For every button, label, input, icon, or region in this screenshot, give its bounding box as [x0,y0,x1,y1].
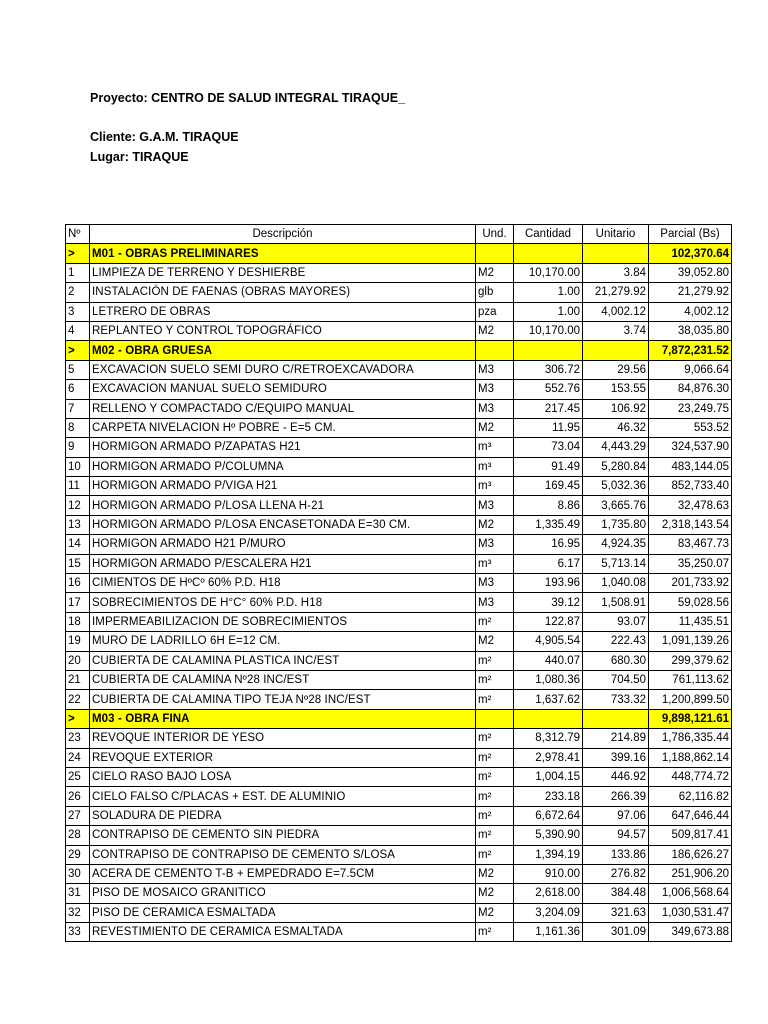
row-unit-price: 266.39 [583,787,649,806]
row-quantity: 39.12 [514,593,583,612]
row-quantity: 1,335.49 [514,515,583,534]
row-quantity: 1,394.19 [514,845,583,864]
row-quantity: 8.86 [514,496,583,515]
row-number: 23 [66,729,90,748]
row-unit: M3 [476,593,514,612]
table-row [66,612,732,631]
row-partial: 201,733.92 [649,574,732,593]
row-number: 15 [66,554,90,573]
module-row [66,341,732,360]
row-partial: 59,028.56 [649,593,732,612]
row-partial: 1,006,568.64 [649,884,732,903]
row-number: > [66,244,90,263]
row-unit-price: 680.30 [583,651,649,670]
row-description: M02 - OBRA GRUESA [90,341,476,360]
row-partial: 1,030,531.47 [649,903,732,922]
row-unit: pza [476,302,514,321]
row-number: 19 [66,632,90,651]
row-unit-price: 3.74 [583,321,649,340]
row-description: REPLANTEO Y CONTROL TOPOGRÁFICO [90,321,476,340]
row-description: CONTRAPISO DE CONTRAPISO DE CEMENTO S/LOSA [90,845,476,864]
row-partial: 2,318,143.54 [649,515,732,534]
row-unit: m³ [476,477,514,496]
row-number: 29 [66,845,90,864]
row-description: REVOQUE EXTERIOR [90,748,476,767]
row-description: CIELO FALSO C/PLACAS + EST. DE ALUMINIO [90,787,476,806]
row-description: SOLADURA DE PIEDRA [90,806,476,825]
row-unit: m² [476,923,514,942]
row-unit-price: 93.07 [583,612,649,631]
row-unit-price [583,341,649,360]
row-quantity: 91.49 [514,457,583,476]
table-row [66,748,732,767]
table-row [66,864,732,883]
row-quantity: 10,170.00 [514,263,583,282]
row-quantity: 11.95 [514,418,583,437]
row-unit-price: 399.16 [583,748,649,767]
row-partial: 852,733.40 [649,477,732,496]
row-quantity: 233.18 [514,787,583,806]
table-row [66,787,732,806]
row-quantity: 3,204.09 [514,903,583,922]
row-number: 11 [66,477,90,496]
row-unit-price: 704.50 [583,670,649,689]
row-quantity: 10,170.00 [514,321,583,340]
row-number: 12 [66,496,90,515]
row-unit-price: 106.92 [583,399,649,418]
row-partial: 483,144.05 [649,457,732,476]
row-quantity: 4,905.54 [514,632,583,651]
row-partial: 448,774.72 [649,767,732,786]
row-description: HORMIGON ARMADO P/ZAPATAS H21 [90,438,476,457]
row-description: CONTRAPISO DE CEMENTO SIN PIEDRA [90,826,476,845]
row-description: CUBIERTA DE CALAMINA Nº28 INC/EST [90,670,476,689]
row-description: M01 - OBRAS PRELIMINARES [90,244,476,263]
table-body [66,244,732,942]
row-unit: m³ [476,554,514,573]
row-unit: m² [476,690,514,709]
row-unit: M2 [476,263,514,282]
table-row [66,593,732,612]
row-description: HORMIGON ARMADO P/COLUMNA [90,457,476,476]
row-number: 32 [66,903,90,922]
row-unit-price: 97.06 [583,806,649,825]
table-row [66,826,732,845]
row-unit [476,709,514,728]
row-description: REVOQUE INTERIOR DE YESO [90,729,476,748]
table-row [66,884,732,903]
row-number: 3 [66,302,90,321]
row-partial: 647,646.44 [649,806,732,825]
row-unit-price [583,709,649,728]
row-description: SOBRECIMIENTOS DE H°C° 60% P.D. H18 [90,593,476,612]
row-partial: 32,478.63 [649,496,732,515]
client-label: Cliente: G.A.M. TIRAQUE [90,130,239,144]
row-unit-price: 4,002.12 [583,302,649,321]
row-description: CIELO RASO BAJO LOSA [90,767,476,786]
row-number: 16 [66,574,90,593]
row-quantity: 2,978.41 [514,748,583,767]
row-description: LIMPIEZA DE TERRENO Y DESHIERBE [90,263,476,282]
row-unit-price: 222.43 [583,632,649,651]
row-quantity: 73.04 [514,438,583,457]
row-unit: m² [476,845,514,864]
row-number: 9 [66,438,90,457]
row-unit-price: 94.57 [583,826,649,845]
row-description: M03 - OBRA FINA [90,709,476,728]
row-unit: M2 [476,884,514,903]
row-unit: m³ [476,457,514,476]
table-row [66,477,732,496]
row-partial: 35,250.07 [649,554,732,573]
row-partial: 102,370.64 [649,244,732,263]
col-header-parcial: Parcial (Bs) [649,225,732,244]
row-partial: 7,872,231.52 [649,341,732,360]
row-number: 18 [66,612,90,631]
row-partial: 1,091,139.26 [649,632,732,651]
row-number: 6 [66,380,90,399]
table-header-row [66,225,732,244]
row-unit-price: 153.55 [583,380,649,399]
table-row [66,632,732,651]
col-header-cantidad: Cantidad [514,225,583,244]
row-number: 4 [66,321,90,340]
row-unit: M2 [476,632,514,651]
row-quantity: 6,672.64 [514,806,583,825]
col-header-no: Nº [66,225,90,244]
row-unit: m² [476,670,514,689]
row-quantity: 193.96 [514,574,583,593]
row-quantity: 1.00 [514,302,583,321]
row-partial: 1,200,899.50 [649,690,732,709]
row-unit: M3 [476,380,514,399]
row-description: IMPERMEABILIZACION DE SOBRECIMIENTOS [90,612,476,631]
row-description: HORMIGON ARMADO P/LOSA ENCASETONADA E=30 CM. [90,515,476,534]
row-partial: 11,435.51 [649,612,732,631]
row-partial: 62,116.82 [649,787,732,806]
row-partial: 38,035.80 [649,321,732,340]
row-unit-price: 3.84 [583,263,649,282]
row-quantity: 1,161.36 [514,923,583,942]
row-number: 1 [66,263,90,282]
row-description: HORMIGON ARMADO H21 P/MURO [90,535,476,554]
row-partial: 4,002.12 [649,302,732,321]
table-row [66,457,732,476]
row-description: HORMIGON ARMADO P/LOSA LLENA H-21 [90,496,476,515]
row-unit: M2 [476,903,514,922]
row-unit: M3 [476,535,514,554]
row-unit: m² [476,826,514,845]
table-row [66,767,732,786]
row-unit: glb [476,283,514,302]
row-unit-price: 321.63 [583,903,649,922]
row-unit-price: 5,280.84 [583,457,649,476]
row-unit: M2 [476,864,514,883]
row-description: PISO DE CERAMICA ESMALTADA [90,903,476,922]
row-unit: m² [476,806,514,825]
row-description: PISO DE MOSAICO GRANITICO [90,884,476,903]
row-quantity: 1,080.36 [514,670,583,689]
row-quantity: 552.76 [514,380,583,399]
row-unit [476,341,514,360]
row-unit-price: 301.09 [583,923,649,942]
table-row [66,651,732,670]
row-quantity [514,709,583,728]
row-partial: 23,249.75 [649,399,732,418]
row-unit: m² [476,748,514,767]
row-unit: M3 [476,360,514,379]
row-partial: 83,467.73 [649,535,732,554]
location-label: Lugar: TIRAQUE [90,150,189,164]
row-quantity: 440.07 [514,651,583,670]
row-quantity: 16.95 [514,535,583,554]
row-unit-price: 46.32 [583,418,649,437]
row-description: CIMIENTOS DE HºCº 60% P.D. H18 [90,574,476,593]
row-unit-price: 5,713.14 [583,554,649,573]
row-unit-price: 133.86 [583,845,649,864]
row-unit: M2 [476,418,514,437]
row-unit-price: 5,032.36 [583,477,649,496]
table-row [66,554,732,573]
row-unit-price: 29.56 [583,360,649,379]
table-row [66,438,732,457]
row-description: INSTALACIÓN DE FAENAS (OBRAS MAYORES) [90,283,476,302]
row-description: MURO DE LADRILLO 6H E=12 CM. [90,632,476,651]
row-unit-price: 733.32 [583,690,649,709]
col-header-unitario: Unitario [583,225,649,244]
table-row [66,729,732,748]
row-description: RELLENO Y COMPACTADO C/EQUIPO MANUAL [90,399,476,418]
table-row [66,496,732,515]
col-header-und: Und. [476,225,514,244]
row-number: 13 [66,515,90,534]
row-number: 25 [66,767,90,786]
row-quantity: 217.45 [514,399,583,418]
row-unit-price: 1,040.08 [583,574,649,593]
row-number: 17 [66,593,90,612]
row-quantity: 122.87 [514,612,583,631]
row-partial: 9,898,121.61 [649,709,732,728]
row-unit: M3 [476,399,514,418]
table-row [66,670,732,689]
table-row [66,263,732,282]
table-row [66,283,732,302]
table-row [66,845,732,864]
module-row [66,244,732,263]
row-number: 21 [66,670,90,689]
row-description: CARPETA NIVELACION Hº POBRE - E=5 CM. [90,418,476,437]
row-quantity: 8,312.79 [514,729,583,748]
row-number: 20 [66,651,90,670]
row-unit-price: 4,443.29 [583,438,649,457]
table-row [66,399,732,418]
budget-table [65,224,732,942]
row-quantity: 306.72 [514,360,583,379]
row-quantity [514,341,583,360]
table-row [66,574,732,593]
row-number: > [66,341,90,360]
row-unit: m² [476,729,514,748]
row-partial: 186,626.27 [649,845,732,864]
row-unit: m² [476,787,514,806]
table-row [66,380,732,399]
row-description: CUBIERTA DE CALAMINA TIPO TEJA Nº28 INC/EST [90,690,476,709]
row-unit-price: 1,735.80 [583,515,649,534]
row-description: EXCAVACION MANUAL SUELO SEMIDURO [90,380,476,399]
row-unit-price: 446.92 [583,767,649,786]
row-partial: 84,876.30 [649,380,732,399]
row-number: > [66,709,90,728]
col-header-descripcion: Descripción [90,225,476,244]
row-quantity: 6.17 [514,554,583,573]
row-unit: m² [476,651,514,670]
row-number: 33 [66,923,90,942]
row-partial: 21,279.92 [649,283,732,302]
row-number: 27 [66,806,90,825]
row-unit-price: 4,924.35 [583,535,649,554]
table-row [66,515,732,534]
row-description: LETRERO DE OBRAS [90,302,476,321]
row-number: 31 [66,884,90,903]
row-number: 8 [66,418,90,437]
row-unit-price: 1,508.91 [583,593,649,612]
row-partial: 299,379.62 [649,651,732,670]
row-number: 30 [66,864,90,883]
row-number: 26 [66,787,90,806]
row-number: 2 [66,283,90,302]
table-row [66,302,732,321]
table-row [66,806,732,825]
row-partial: 251,906.20 [649,864,732,883]
row-description: ACERA DE CEMENTO T-B + EMPEDRADO E=7.5CM [90,864,476,883]
row-partial: 509,817.41 [649,826,732,845]
row-quantity [514,244,583,263]
row-partial: 9,066.64 [649,360,732,379]
row-quantity: 169.45 [514,477,583,496]
row-quantity: 1.00 [514,283,583,302]
row-unit: m² [476,612,514,631]
table-row [66,903,732,922]
table-row [66,418,732,437]
row-number: 24 [66,748,90,767]
row-unit-price [583,244,649,263]
row-quantity: 910.00 [514,864,583,883]
row-partial: 761,113.62 [649,670,732,689]
row-partial: 553.52 [649,418,732,437]
table-row [66,321,732,340]
row-number: 28 [66,826,90,845]
row-unit: M3 [476,574,514,593]
row-number: 10 [66,457,90,476]
row-description: REVESTIMIENTO DE CERAMICA ESMALTADA [90,923,476,942]
row-description: HORMIGON ARMADO P/ESCALERA H21 [90,554,476,573]
row-unit-price: 384.48 [583,884,649,903]
module-row [66,709,732,728]
row-description: CUBIERTA DE CALAMINA PLASTICA INC/EST [90,651,476,670]
row-quantity: 5,390.90 [514,826,583,845]
row-number: 14 [66,535,90,554]
row-unit-price: 21,279.92 [583,283,649,302]
row-partial: 324,537.90 [649,438,732,457]
row-unit-price: 3,665.76 [583,496,649,515]
row-unit: M2 [476,515,514,534]
row-unit: M2 [476,321,514,340]
table-row [66,360,732,379]
row-number: 5 [66,360,90,379]
row-unit: m² [476,767,514,786]
row-quantity: 1,004.15 [514,767,583,786]
row-partial: 1,786,335.44 [649,729,732,748]
row-unit: m³ [476,438,514,457]
table-row [66,923,732,942]
row-number: 7 [66,399,90,418]
row-quantity: 1,637.62 [514,690,583,709]
row-quantity: 2,618.00 [514,884,583,903]
row-description: HORMIGON ARMADO P/VIGA H21 [90,477,476,496]
row-number: 22 [66,690,90,709]
row-unit-price: 276.82 [583,864,649,883]
row-partial: 349,673.88 [649,923,732,942]
row-partial: 39,052.80 [649,263,732,282]
row-unit [476,244,514,263]
row-description: EXCAVACION SUELO SEMI DURO C/RETROEXCAVADORA [90,360,476,379]
row-unit-price: 214.89 [583,729,649,748]
table-row [66,535,732,554]
row-partial: 1,188,862.14 [649,748,732,767]
row-unit: M3 [476,496,514,515]
project-title: Proyecto: CENTRO DE SALUD INTEGRAL TIRAQUE_ [90,91,406,105]
table-row [66,690,732,709]
